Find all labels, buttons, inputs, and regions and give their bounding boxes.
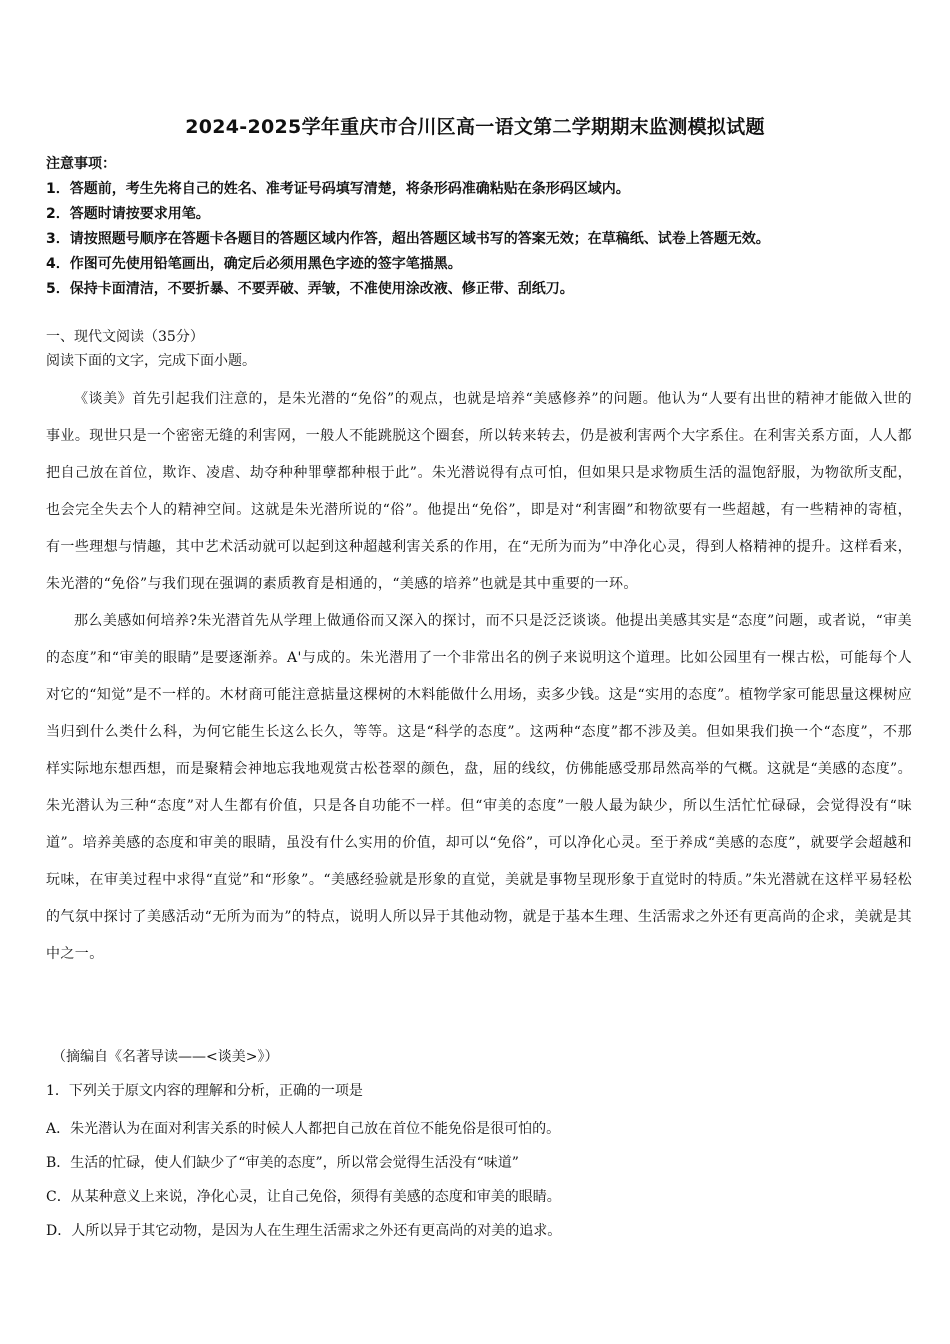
notice-item: 5．保持卡面清洁，不要折暴、不要弄破、弄皱，不准使用涂改液、修正带、刮纸刀。 bbox=[46, 281, 574, 297]
notice-item: 1．答题前，考生先将自己的姓名、准考证号码填写清楚，将条形码准确粘贴在条形码区域内。 bbox=[46, 181, 630, 197]
question-options bbox=[46, 1112, 916, 1248]
section-intro: 阅读下面的文字，完成下面小题。 bbox=[46, 353, 256, 369]
question-stem: 1．下列关于原文内容的理解和分析，正确的一项是 bbox=[46, 1083, 363, 1099]
notice-item: 3．请按照题号顺序在答题卡各题目的答题区域内作答，超出答题区域书写的答案无效；在草稿纸、试卷上答题无效。 bbox=[46, 231, 770, 247]
reading-passage bbox=[46, 381, 912, 973]
passage-source: （摘编自《名著导读——<谈美>》） bbox=[52, 1049, 279, 1065]
notice-item: 4．作图可先使用铅笔画出，确定后必须用黑色字迹的签字笔描黑。 bbox=[46, 256, 462, 272]
passage-paragraph: 《谈美》首先引起我们注意的，是朱光潜的“免俗”的观点，也就是培养“美感修养”的问题。他认为“人要有出世的精神才能做入世的事业。现世只是一个密密无缝的利害网，一般人不能跳脱这个圈套，所以转来转去，仍是被利害两个大字系住。在利害关系方面，人人都把自己放在首位，欺诈、凌虐、劫夺种种罪孽都种根于此”。朱光潜说得有点可怕，但如果只是求物质生活的温饱舒服，为物欲所支配，也会完全失去个人的精神空间。这就是朱光潜所说的“俗”。他提出“免俗”，即是对“利害圈”和物欲要有一些超越，有一些精神的寄植，有一些理想与情趣，其中艺术活动就可以起到这种超越利害关系的作用，在“无所为而为”中净化心灵，得到人格精神的提升。这样看来，朱光潜的“免俗”与我们现在强调的素质教育是相通的，“美感的培养”也就是其中重要的一环。 bbox=[46, 391, 912, 592]
notice-block bbox=[46, 152, 926, 302]
option-d: D．人所以异于其它动物，是因为人在生理生活需求之外还有更高尚的对美的追求。 bbox=[46, 1223, 562, 1239]
option-a: A．朱光潜认为在面对利害关系的时候人人都把自己放在首位不能免俗是很可怕的。 bbox=[46, 1121, 561, 1137]
notice-heading: 注意事项： bbox=[46, 156, 116, 172]
passage-paragraph: 那么美感如何培养?朱光潜首先从学理上做通俗而又深入的探讨，而不只是泛泛谈谈。他提出美感其实是“态度”问题，或者说，“审美的态度”和“审美的眼睛”是要逐渐养。A'与成的。朱光潜用了一个非常出名的例子来说明这个道理。比如公园里有一棵古松，可能每个人对它的“知觉”是不一样的。木材商可能注意掂量这棵树的木料能做什么用场，卖多少钱。这是“实用的态度”。植物学家可能思量这棵树应当归到什么类什么科，为何它能生长这么长久，等等。这是“科学的态度”。这两种“态度”都不涉及美。但如果我们换一个“态度”，不那样实际地东想西想，而是聚精会神地忘我地观赏古松苍翠的颜色，盘，屈的线纹，仿佛能感受那昂然高举的气概。这就是“美感的态度”。朱光潜认为三种“态度”对人生都有价值，只是各自功能不一样。但“审美的态度”一般人最为缺少，所以生活忙忙碌碌，会觉得没有“味道”。培养美感的态度和审美的眼睛，虽没有什么实用的价值，却可以“免俗”，可以净化心灵。至于养成“美感的态度”，就要学会超越和玩味，在审美过程中求得“直觉”和“形象”。“美感经验就是形象的直觉，美就是事物呈现形象于直觉时的特质。”朱光潜就在这样平易轻松的气氛中探讨了美感活动“无所为而为”的特点，说明人所以异于其他动物，就是于基本生理、生活需求之外还有更高尚的企求，美就是其中之一。 bbox=[46, 613, 912, 962]
notice-item: 2．答题时请按要求用笔。 bbox=[46, 206, 210, 222]
section-heading: 一、现代文阅读（35分） bbox=[46, 329, 204, 345]
option-b: B．生活的忙碌，使人们缺少了“审美的态度”，所以常会觉得生活没有“味道” bbox=[46, 1155, 519, 1171]
page-title: 2024-2025学年重庆市合川区高一语文第二学期期末监测模拟试题 bbox=[185, 116, 765, 138]
option-c: C．从某种意义上来说，净化心灵，让自己免俗，须得有美感的态度和审美的眼睛。 bbox=[46, 1189, 561, 1205]
